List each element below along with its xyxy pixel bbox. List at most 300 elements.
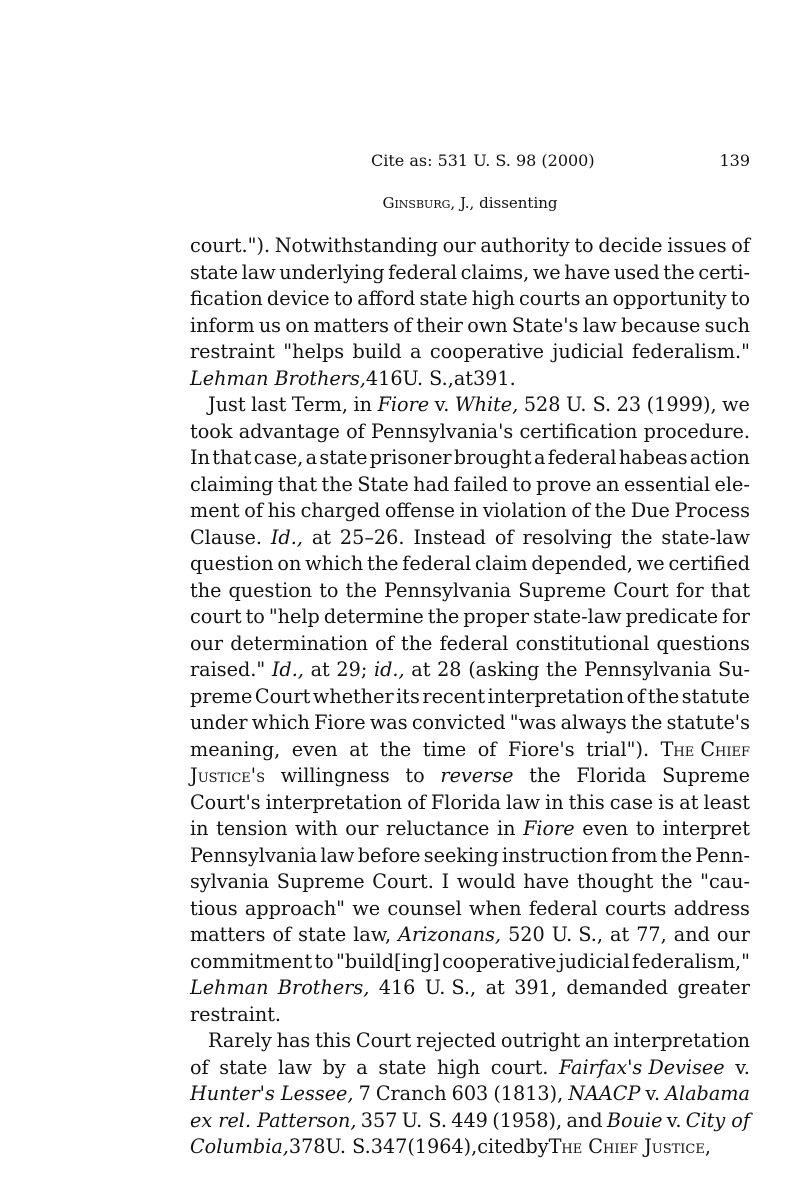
word: Florida xyxy=(430,790,501,814)
word: to xyxy=(512,472,532,496)
word: offense xyxy=(384,499,455,522)
word: resolving xyxy=(522,525,613,549)
word: took xyxy=(190,419,233,443)
word: 603 xyxy=(451,1082,489,1105)
text-line xyxy=(190,949,750,976)
word: with xyxy=(295,817,338,840)
word: address xyxy=(673,896,750,920)
word: in xyxy=(190,817,209,840)
word: the xyxy=(661,870,693,893)
word: least xyxy=(703,790,750,814)
word: at xyxy=(411,658,431,681)
word: the xyxy=(663,260,695,284)
word: before xyxy=(357,843,421,867)
word: had xyxy=(413,472,450,496)
word: convicted xyxy=(411,711,506,734)
word: constitutional xyxy=(515,631,650,655)
word: Clause. xyxy=(190,525,262,549)
word: a xyxy=(410,340,422,363)
word: the xyxy=(660,843,693,867)
text-line xyxy=(190,1081,750,1108)
word: 391. xyxy=(472,366,516,390)
word: determination xyxy=(230,631,369,655)
word: interpretation xyxy=(265,790,403,814)
word: and xyxy=(673,923,710,946)
word: a xyxy=(305,446,318,469)
word: interpretation xyxy=(487,684,625,708)
word: claims, xyxy=(460,260,530,284)
word: of xyxy=(244,499,263,522)
word: at xyxy=(311,525,331,549)
word: restraint. xyxy=(190,1002,282,1026)
word: proper xyxy=(463,605,530,628)
word: the xyxy=(630,711,663,734)
word: habeas xyxy=(618,446,688,469)
word: Court. xyxy=(372,870,434,893)
word: of xyxy=(272,923,292,946)
word: state xyxy=(378,1055,427,1079)
text-line xyxy=(190,419,750,446)
word: that xyxy=(710,578,750,602)
opinion-author-line xyxy=(190,194,750,212)
word: v. xyxy=(645,1082,661,1105)
word: law, xyxy=(353,923,392,946)
word: federal xyxy=(402,552,472,575)
word: to xyxy=(314,949,334,973)
word: matters xyxy=(190,923,266,946)
word: of xyxy=(407,790,426,814)
word: prove xyxy=(536,472,592,496)
text-line xyxy=(190,392,750,419)
word: their xyxy=(416,313,463,337)
text-line xyxy=(190,366,750,393)
word: even xyxy=(582,817,629,840)
word: id., xyxy=(373,658,405,681)
word: we xyxy=(636,552,665,575)
word: 416 xyxy=(365,366,403,390)
word: on xyxy=(277,552,302,575)
word: White, xyxy=(454,393,519,416)
word: state-law xyxy=(533,605,622,628)
word: to xyxy=(405,764,425,787)
word: prisoner xyxy=(369,446,452,469)
word: (asking xyxy=(468,658,540,681)
word: "help xyxy=(268,605,320,628)
word: this xyxy=(568,790,605,814)
text-line xyxy=(190,790,750,817)
word: the xyxy=(379,737,412,761)
word: reverse xyxy=(440,764,514,787)
word: inform xyxy=(190,313,255,337)
word: Court's xyxy=(190,790,261,814)
word: decide xyxy=(598,234,663,257)
word: authority xyxy=(480,234,570,257)
word: Pennsylvania xyxy=(190,843,318,867)
text-line xyxy=(190,498,750,525)
word: even xyxy=(291,737,338,761)
word: question xyxy=(190,552,274,575)
text-line xyxy=(190,260,750,287)
word: case xyxy=(609,790,654,814)
word: the xyxy=(427,605,460,628)
word: Court xyxy=(613,578,669,602)
text-line xyxy=(190,737,750,764)
text-line xyxy=(190,445,750,472)
word: Notwithstanding xyxy=(274,234,438,257)
word: judicial xyxy=(552,340,624,363)
word: 416 xyxy=(378,976,416,999)
word: The Chief xyxy=(660,737,750,761)
word: and xyxy=(566,1108,603,1132)
word: for xyxy=(675,578,704,602)
word: statute's xyxy=(666,711,750,734)
word: Court xyxy=(355,1029,412,1052)
word: the xyxy=(529,764,561,787)
word: fication xyxy=(190,287,263,310)
word: seeking xyxy=(423,843,499,867)
word: courts xyxy=(604,896,667,920)
word: federal xyxy=(528,896,598,920)
word: 7 xyxy=(358,1082,371,1105)
word: (1964), xyxy=(407,1135,478,1158)
word: certified xyxy=(668,552,750,575)
word: trial"). xyxy=(586,737,650,761)
word: our xyxy=(345,817,379,840)
word: we xyxy=(722,393,750,416)
text-line xyxy=(190,684,750,711)
word: tious xyxy=(190,896,238,920)
word: which xyxy=(305,552,364,575)
word: U. S., xyxy=(424,976,477,999)
word: in xyxy=(545,790,564,814)
word: v. xyxy=(434,393,450,416)
word: to xyxy=(635,817,656,840)
word: Alabama xyxy=(665,1082,750,1105)
word: last xyxy=(251,393,287,416)
word: (1813), xyxy=(493,1082,564,1105)
word: Lehman xyxy=(190,976,269,999)
word: In xyxy=(190,446,210,469)
text-line xyxy=(190,472,750,499)
word: 528 xyxy=(523,393,561,416)
word: at xyxy=(485,976,505,999)
word: underlying xyxy=(279,260,385,284)
word: Pennsylvania xyxy=(584,658,712,681)
word: U. S. xyxy=(401,1108,447,1132)
word: cooperative xyxy=(429,340,545,363)
word: of xyxy=(494,525,514,549)
word: (1999), xyxy=(646,393,717,416)
word: cooperative xyxy=(442,949,557,973)
word: ele- xyxy=(714,472,750,496)
word: approach" xyxy=(244,896,346,920)
word: Su- xyxy=(717,658,750,681)
word: 25–26. xyxy=(339,525,405,549)
word: the xyxy=(594,499,627,522)
word: the xyxy=(621,525,653,549)
word: for xyxy=(722,605,750,628)
word: outright xyxy=(500,1029,581,1052)
word: of xyxy=(346,419,365,443)
word: failed xyxy=(453,472,509,496)
word: an xyxy=(584,287,609,310)
word: claim xyxy=(474,552,528,575)
word: such xyxy=(704,313,750,337)
word: Court xyxy=(254,684,311,708)
word: Id., xyxy=(270,525,303,549)
text-line xyxy=(190,1002,750,1029)
word: State xyxy=(357,472,409,496)
word: thought xyxy=(576,870,654,893)
word: matters xyxy=(313,313,389,337)
word: at xyxy=(679,790,699,814)
word: question xyxy=(228,578,313,602)
word: 23 xyxy=(616,393,642,416)
text-line xyxy=(190,896,750,923)
word: ex rel. Patterson, xyxy=(190,1108,357,1132)
word: because xyxy=(620,313,701,337)
word: brought xyxy=(453,446,532,469)
word: of xyxy=(571,499,590,522)
word: restraint xyxy=(190,340,275,363)
word: at xyxy=(349,737,369,761)
word: under xyxy=(190,711,248,734)
word: 28 xyxy=(437,658,462,681)
word: the xyxy=(190,578,222,602)
word: certification xyxy=(519,419,638,443)
word: law xyxy=(277,1055,312,1079)
word: Fiore xyxy=(377,393,430,416)
word: Justice's xyxy=(190,764,265,787)
word: raised." xyxy=(190,658,266,681)
word: counsel xyxy=(387,896,462,920)
word: Due xyxy=(630,499,670,522)
word: predicate xyxy=(625,605,719,628)
word: 391, xyxy=(514,976,557,999)
word: Florida xyxy=(576,764,647,787)
running-head xyxy=(190,151,750,175)
word: have xyxy=(523,870,570,893)
word: "build[ing] xyxy=(336,949,440,973)
word: essential xyxy=(623,472,711,496)
word: device xyxy=(266,287,330,310)
word: we xyxy=(352,896,381,920)
word: claiming xyxy=(190,472,274,496)
text-line xyxy=(190,313,750,340)
text-line xyxy=(190,843,750,870)
word: action xyxy=(689,446,750,469)
text-line xyxy=(190,286,750,313)
word: Supreme xyxy=(518,578,607,602)
word: own xyxy=(467,313,508,337)
word: 77, xyxy=(636,923,667,946)
word: high xyxy=(471,287,515,310)
word: the xyxy=(400,631,433,655)
word: NAACP xyxy=(568,1082,641,1105)
word: certi- xyxy=(698,260,750,284)
word: have xyxy=(564,260,611,284)
word: The Chief Justice, xyxy=(548,1135,711,1158)
word: opportunity xyxy=(612,287,727,310)
word: ment xyxy=(190,499,240,522)
text-line xyxy=(190,551,750,578)
word: state xyxy=(190,260,239,284)
word: from xyxy=(611,843,658,867)
word: case, xyxy=(253,446,304,469)
word: at xyxy=(453,366,473,390)
word: reluctance xyxy=(386,817,490,840)
word: City of xyxy=(685,1108,750,1132)
word: cited xyxy=(477,1135,526,1158)
word: v. xyxy=(666,1108,682,1132)
word: v. xyxy=(735,1055,750,1079)
text-line xyxy=(190,631,750,658)
word: commitment xyxy=(190,949,313,973)
text-line xyxy=(190,922,750,949)
word: to xyxy=(245,605,265,628)
word: our xyxy=(190,631,224,655)
word: U. S. xyxy=(565,393,612,416)
word: at xyxy=(310,658,330,681)
word: recent xyxy=(422,684,486,708)
word: Penn- xyxy=(695,843,750,867)
word: is xyxy=(658,790,675,814)
word: the xyxy=(647,684,680,708)
word: to xyxy=(730,287,750,310)
word: Hunter's Lessee, xyxy=(190,1082,354,1105)
word: at xyxy=(610,923,630,946)
word: federalism." xyxy=(631,340,750,363)
word: court. xyxy=(490,1055,549,1079)
word: violation xyxy=(482,499,567,522)
word: Fiore xyxy=(314,711,366,734)
text-line xyxy=(190,1108,750,1135)
word: courts xyxy=(519,287,581,310)
word: advantage xyxy=(238,419,340,443)
word: law xyxy=(506,790,541,814)
word: was xyxy=(369,711,408,734)
word: would xyxy=(456,870,516,893)
word: Rarely xyxy=(208,1029,272,1052)
page-number: 139 xyxy=(719,151,750,170)
word: U. S., xyxy=(551,923,603,946)
word: an xyxy=(584,1029,609,1052)
word: Process xyxy=(674,499,750,522)
word: we xyxy=(532,260,561,284)
text-line xyxy=(190,710,750,737)
word: on xyxy=(285,313,310,337)
word: of xyxy=(393,313,412,337)
word: questions xyxy=(656,631,750,655)
word: "helps xyxy=(283,340,345,363)
word: "was xyxy=(509,711,557,734)
word: depended, xyxy=(531,552,634,575)
word: 520 xyxy=(508,923,545,946)
word: afford xyxy=(357,287,416,310)
word: U. S., xyxy=(402,366,454,390)
text-line xyxy=(190,578,750,605)
word: Instead xyxy=(413,525,486,549)
word: demanded xyxy=(566,976,668,999)
word: state xyxy=(219,1055,268,1079)
word: law xyxy=(320,843,355,867)
word: his xyxy=(267,499,296,522)
word: Pennsylvania's xyxy=(370,419,514,443)
word: its xyxy=(396,684,420,708)
word: build xyxy=(352,340,402,363)
word: Pennsylvania xyxy=(384,578,512,602)
word: Brothers, xyxy=(277,976,370,999)
word: law xyxy=(241,260,276,284)
text-line xyxy=(190,763,750,790)
word: Id., xyxy=(271,658,304,681)
word: an xyxy=(595,472,620,496)
word: of xyxy=(626,684,646,708)
text-line xyxy=(190,339,750,366)
word: the xyxy=(321,472,353,496)
word: greater xyxy=(677,976,750,999)
text-line xyxy=(190,816,750,843)
word: to xyxy=(574,234,594,257)
word: state xyxy=(419,287,468,310)
word: interpretation xyxy=(613,1029,750,1052)
opinion-body xyxy=(190,233,750,1161)
text-line xyxy=(190,1028,750,1055)
word: instruction xyxy=(502,843,609,867)
word: the xyxy=(546,658,578,681)
word: by xyxy=(322,1055,346,1079)
word: court xyxy=(190,605,242,628)
word: federalism," xyxy=(632,949,750,973)
word: this xyxy=(315,1029,352,1052)
word: a xyxy=(533,446,546,469)
text-line xyxy=(190,869,750,896)
text-line xyxy=(190,1134,750,1161)
word: Term, xyxy=(291,393,348,416)
case-citation: Cite as: 531 U. S. 98 (2000) xyxy=(371,151,595,170)
word: the xyxy=(345,578,377,602)
word: rejected xyxy=(416,1029,497,1052)
word: high xyxy=(437,1055,481,1079)
text-line xyxy=(190,1055,750,1082)
word: I xyxy=(441,870,450,893)
word: of xyxy=(190,1055,209,1079)
word: Bouie xyxy=(606,1108,663,1132)
word: 357 xyxy=(360,1108,398,1132)
word: charged xyxy=(300,499,381,522)
word: statute xyxy=(681,684,750,708)
word: Fiore xyxy=(523,817,575,840)
word: Fiore's xyxy=(507,737,575,761)
word: sylvania xyxy=(190,870,270,893)
word: to xyxy=(319,578,339,602)
word: whether xyxy=(312,684,394,708)
word: that xyxy=(212,446,252,469)
word: federal xyxy=(547,446,617,469)
word: a xyxy=(356,1055,368,1079)
word: our xyxy=(716,923,750,946)
text-line xyxy=(190,975,750,1002)
word: of xyxy=(375,631,394,655)
word: (1958), xyxy=(492,1108,563,1132)
word: Supreme xyxy=(276,870,365,893)
word: in xyxy=(459,499,479,522)
word: always xyxy=(560,711,627,734)
word: Columbia, xyxy=(190,1135,289,1158)
word: preme xyxy=(190,684,253,708)
word: "cau- xyxy=(700,870,750,893)
word: Cranch xyxy=(375,1082,447,1105)
